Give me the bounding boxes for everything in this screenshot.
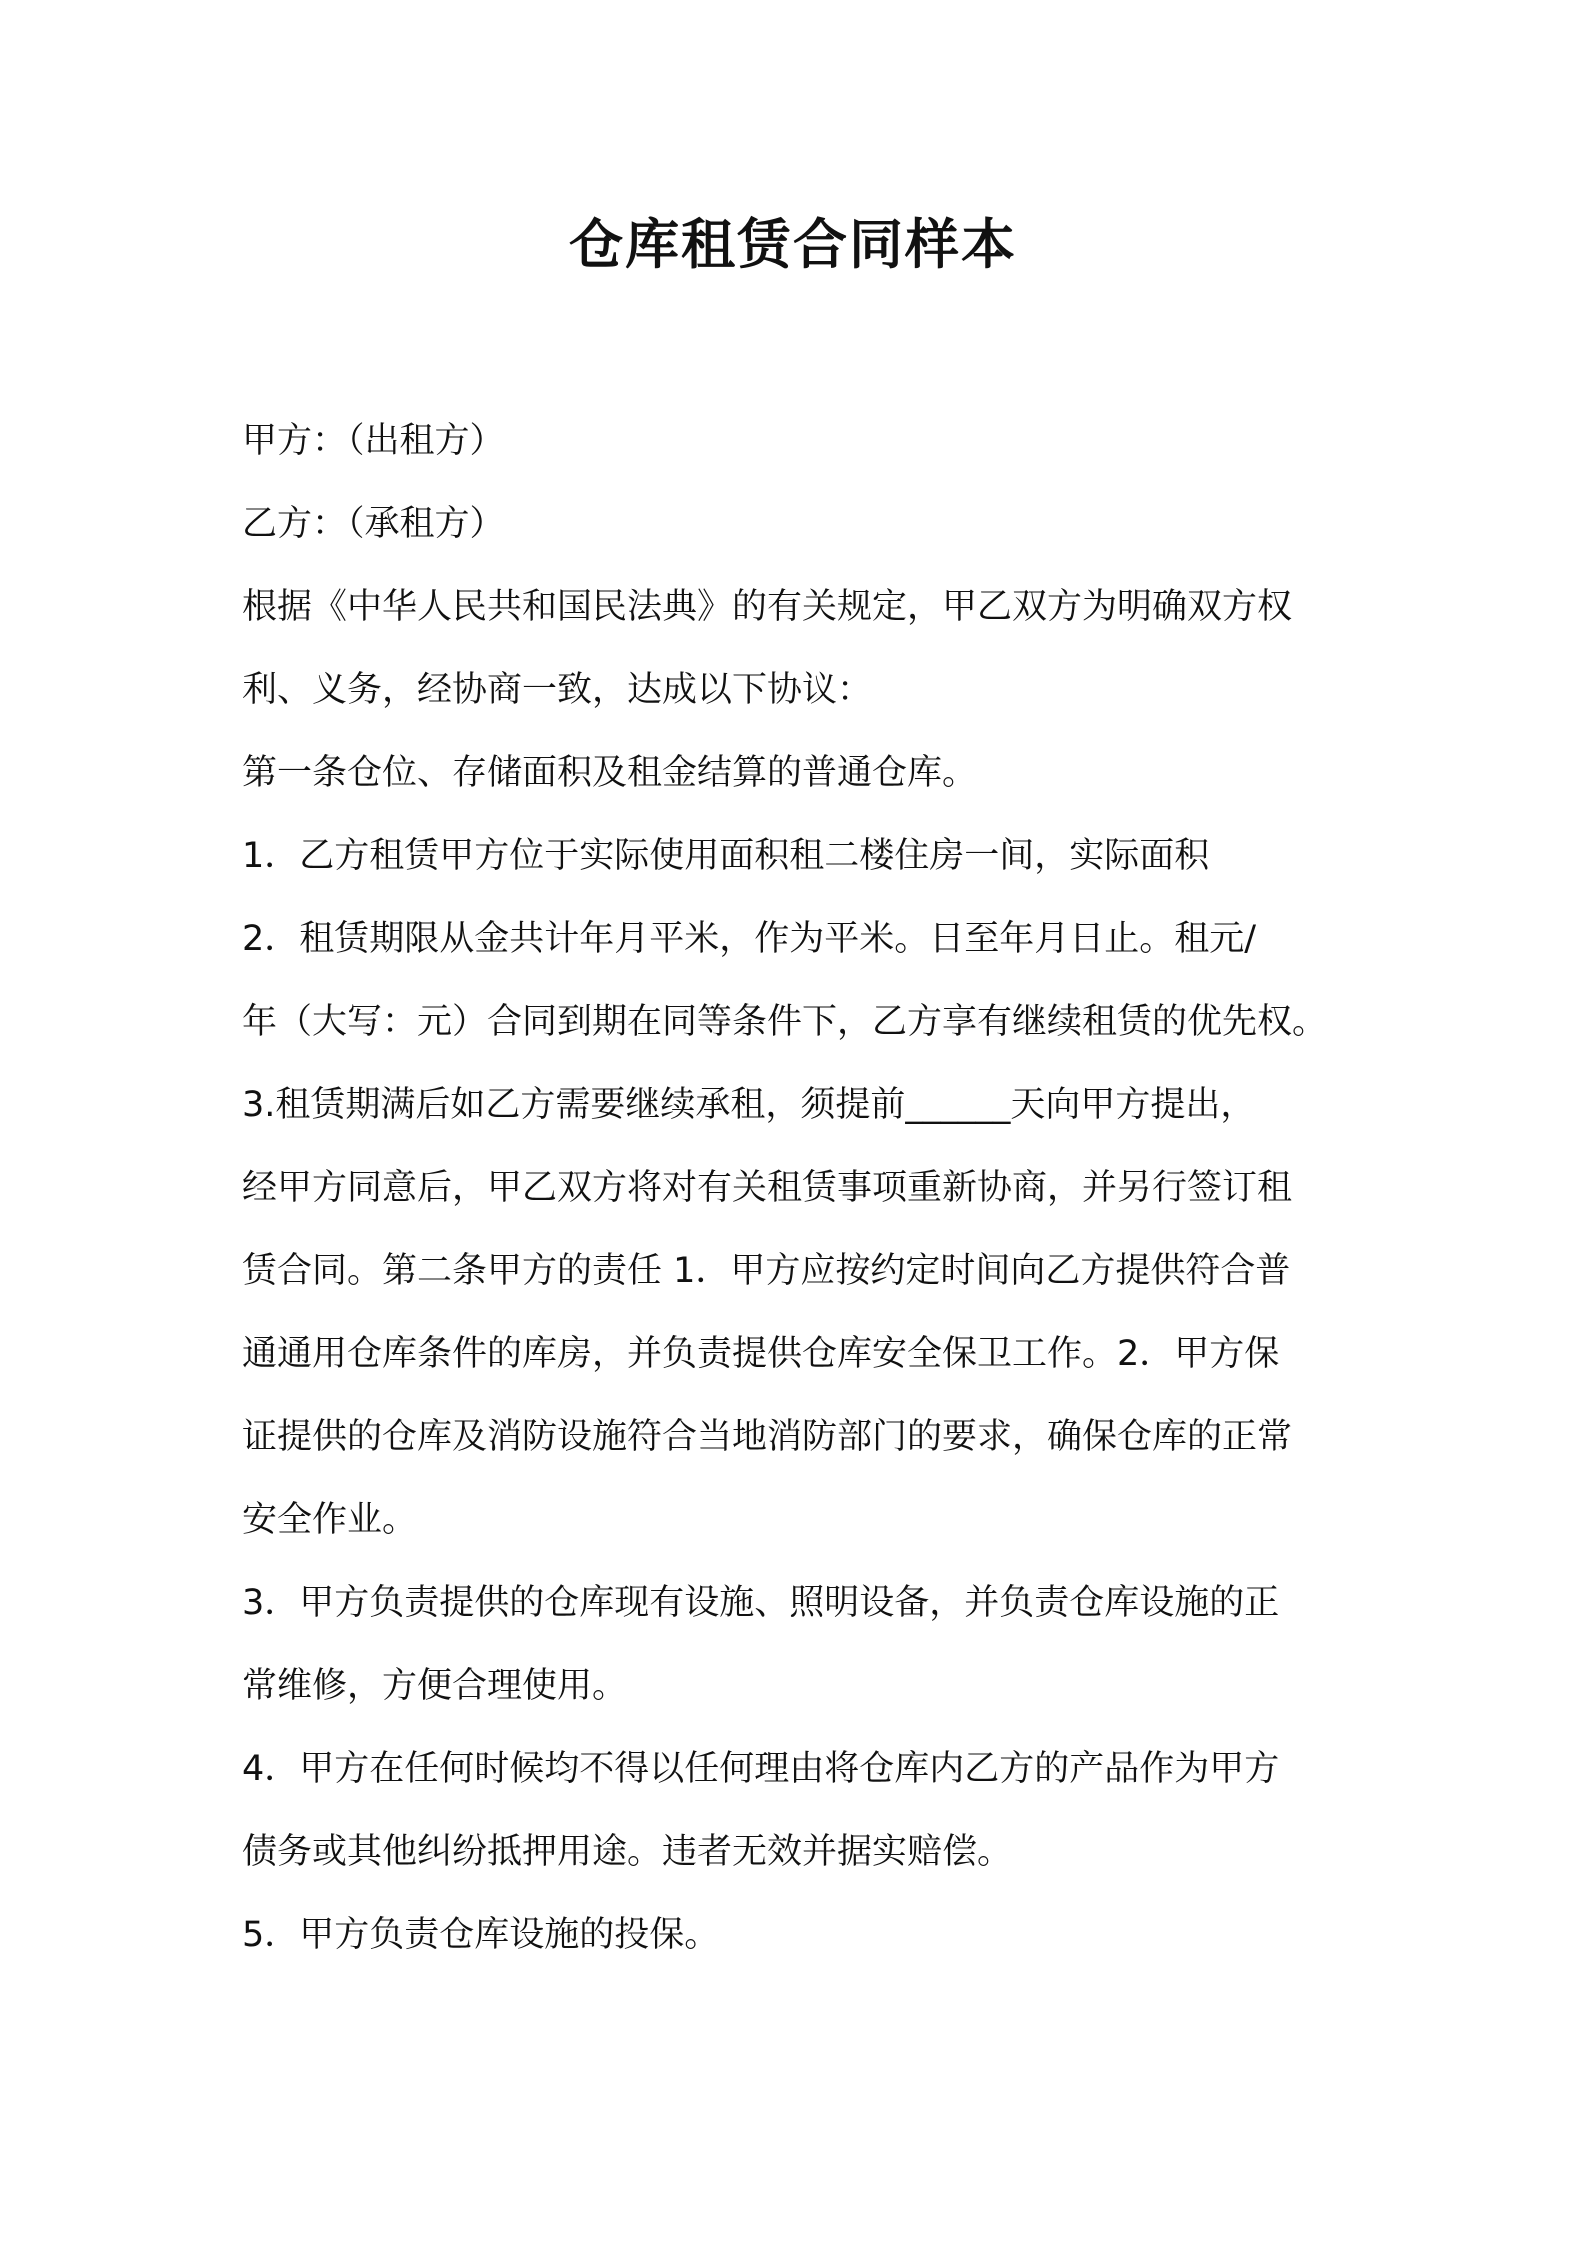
document-title: 仓库租赁合同样本 xyxy=(569,213,1017,276)
document-body xyxy=(242,400,1357,1977)
party-b-line: 乙方：（承租方） xyxy=(242,504,505,544)
clause-2-4-line-2: 债务或其他纠纷抵押用途。违者无效并据实赔偿。 xyxy=(242,1832,1013,1872)
article-1-heading: 第一条仓位、存储面积及租金结算的普通仓库。 xyxy=(242,753,978,793)
party-a-line: 甲方：（出租方） xyxy=(242,421,505,461)
clause-1-3-line-2: 经甲方同意后，甲乙双方将对有关租赁事项重新协商，并另行签订租 xyxy=(242,1168,1293,1208)
article-2-line-4: 安全作业。 xyxy=(242,1500,418,1540)
article-2-line-2: 通通用仓库条件的库房，并负责提供仓库安全保卫工作。2．甲方保 xyxy=(242,1334,1280,1374)
clause-2-4-line-1: 4．甲方在任何时候均不得以任何理由将仓库内乙方的产品作为甲方 xyxy=(242,1749,1280,1789)
clause-1-2-line-1: 2．租赁期限从金共计年月平米，作为平米。日至年月日止。租元/ xyxy=(242,919,1257,959)
clause-2-3-line-2: 常维修，方便合理使用。 xyxy=(242,1666,628,1706)
article-2-line-3: 证提供的仓库及消防设施符合当地消防部门的要求，确保仓库的正常 xyxy=(242,1417,1293,1457)
article-2-line-1: 赁合同。第二条甲方的责任 1．甲方应按约定时间向乙方提供符合普 xyxy=(242,1251,1291,1291)
preamble-line-1: 根据《中华人民共和国民法典》的有关规定，甲乙双方为明确双方权 xyxy=(242,587,1293,627)
preamble-line-2: 利、义务，经协商一致，达成以下协议： xyxy=(242,670,873,710)
clause-1-3-line-1: 3.租赁期满后如乙方需要继续承租，须提前______天向甲方提出， xyxy=(242,1085,1256,1125)
clause-2-5: 5．甲方负责仓库设施的投保。 xyxy=(242,1915,720,1955)
clause-1-2-line-2: 年（大写：元）合同到期在同等条件下，乙方享有继续租赁的优先权。 xyxy=(242,1002,1328,1042)
clause-2-3-line-1: 3．甲方负责提供的仓库现有设施、照明设备，并负责仓库设施的正 xyxy=(242,1583,1280,1623)
clause-1-1: 1．乙方租赁甲方位于实际使用面积租二楼住房一间，实际面积 xyxy=(242,836,1210,876)
